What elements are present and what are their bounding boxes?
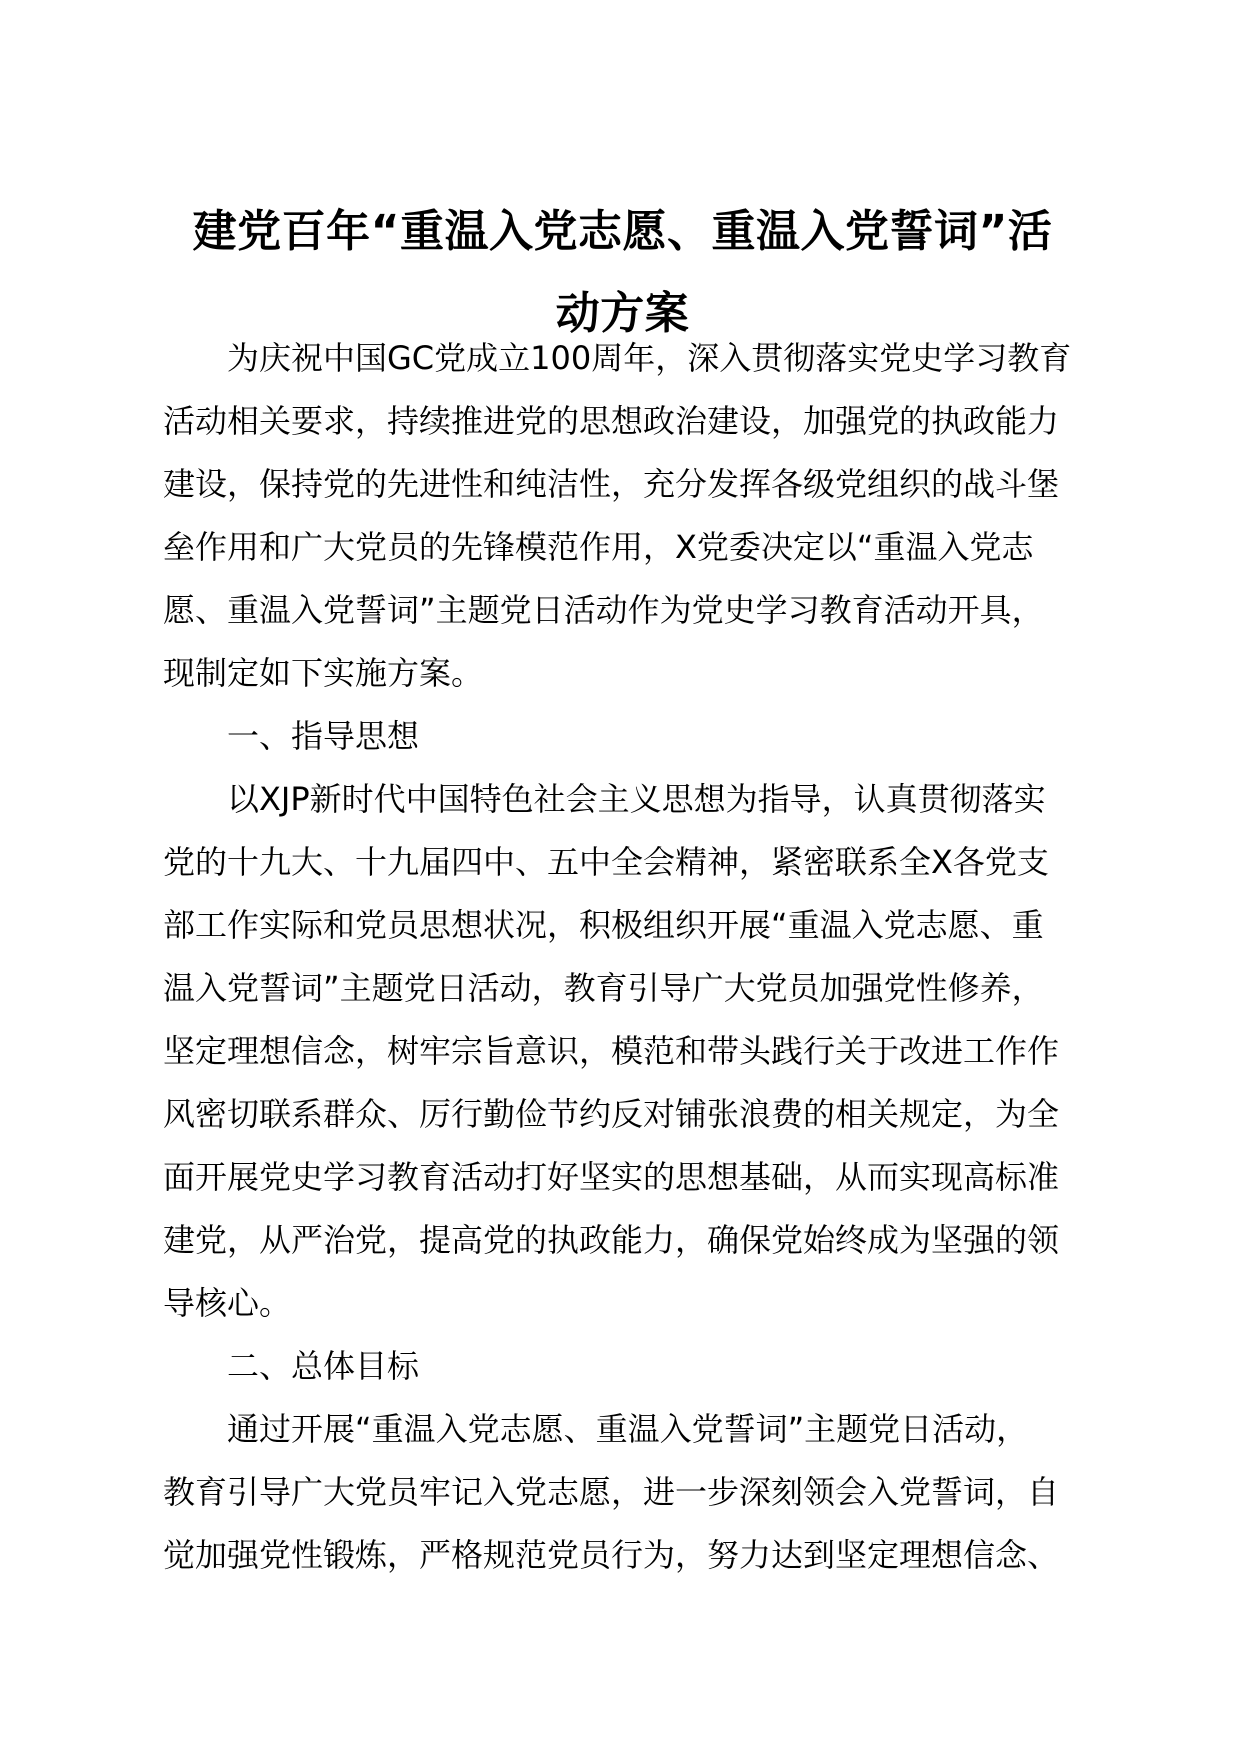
section-1-line: 风密切联系群众、厉行勤俭节约反对铺张浪费的相关规定，为全 xyxy=(163,1095,1060,1133)
section-1-line: 面开展党史学习教育活动打好坚实的思想基础，从而实现高标准 xyxy=(163,1158,1060,1196)
section-1-heading: 一、指导思想 xyxy=(227,717,420,755)
intro-line: 愿、重温入党誓词”主题党日活动作为党史学习教育活动开具， xyxy=(163,591,1044,629)
section-2-line: 觉加强党性锻炼，严格规范党员行为，努力达到坚定理想信念、 xyxy=(163,1536,1060,1574)
section-1-line: 党的十九大、十九届四中、五中全会精神，紧密联系全X各党支 xyxy=(163,843,1049,881)
section-2-heading: 二、总体目标 xyxy=(227,1347,420,1385)
document-title-line-2: 动方案 xyxy=(555,288,690,339)
section-2-paragraph xyxy=(163,1398,1103,1587)
section-1-line: 建党，从严治党，提高党的执政能力，确保党始终成为坚强的领 xyxy=(163,1221,1060,1259)
intro-line: 现制定如下实施方案。 xyxy=(163,654,484,692)
section-2-heading-block xyxy=(163,1335,1103,1398)
intro-paragraph xyxy=(163,327,1103,705)
intro-line: 为庆祝中国GC党成立100周年，深入贯彻落实党史学习教育 xyxy=(227,339,1072,377)
section-2-line: 教育引导广大党员牢记入党志愿，进一步深刻领会入党誓词，自 xyxy=(163,1473,1060,1511)
section-1-line: 温入党誓词”主题党日活动，教育引导广大党员加强党性修养， xyxy=(163,969,1044,1007)
intro-line: 建设，保持党的先进性和纯洁性，充分发挥各级党组织的战斗堡 xyxy=(163,465,1060,503)
document-title-line-1: 建党百年“重温入党志愿、重温入党誓词”活 xyxy=(192,206,1053,257)
section-1-line: 部工作实际和党员思想状况，积极组织开展“重温入党志愿、重 xyxy=(163,906,1044,944)
section-1-line: 坚定理想信念，树牢宗旨意识，模范和带头践行关于改进工作作 xyxy=(163,1032,1060,1070)
section-1-line: 导核心。 xyxy=(163,1284,292,1322)
section-1-heading-block xyxy=(163,705,1103,768)
section-1-line: 以XJP新时代中国特色社会主义思想为指导，认真贯彻落实 xyxy=(227,780,1046,818)
intro-line: 垒作用和广大党员的先锋模范作用，X党委决定以“重温入党志 xyxy=(163,528,1034,566)
section-1-paragraph xyxy=(163,768,1103,1335)
section-2-line: 通过开展“重温入党志愿、重温入党誓词”主题党日活动， xyxy=(227,1410,1029,1448)
intro-line: 活动相关要求，持续推进党的思想政治建设，加强党的执政能力 xyxy=(163,402,1060,440)
